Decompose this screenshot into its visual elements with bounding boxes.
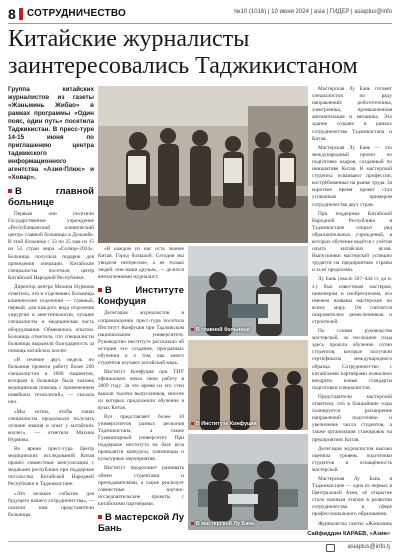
photo-hospital-2: [188, 246, 308, 336]
headline: Китайские журналисты заинтересовались Таджикистаном: [8, 26, 358, 79]
bullet-square-icon: [191, 522, 194, 525]
column-4: [312, 86, 392, 528]
paragraph: По словам руководства мастерской, за последние годы здесь прошли обучение сотни студентов, которые получили сертификаты международного образца. Сотрудничество с китайскими партнёрами позволило внедрить новые стандарты подготовки специалистов.: [312, 328, 392, 391]
column-2: [98, 246, 184, 532]
hospital-closeup-image: [188, 246, 308, 336]
page-number: 8: [8, 6, 16, 22]
paragraph: Лу Бань (около 507–444 гг. до н. э.) был известным мастером, инженером и изобретателем, его именем названы мастерские по всему миру. Он считается покровителем ремесленников и строителей.: [312, 276, 392, 325]
lead-paragraph: Группа китайских журналистов из газеты «Жэньминь Жибао» в рамках программы «Один пояс, один путь» посетила Таджикистан. В пресс-туре 14-15 июня по приглашению центра таджикского информационного агентства «Азия-Плюс» и «Ховар».: [8, 86, 94, 181]
paragraph: Вуз представляет более 10 университетов разных регионов Таджикистана, а также Гуманитарный университет. При поддержке института на базе вуза проводятся конкурсы, олимпиады и культурные мероприятия.: [98, 413, 184, 463]
subhead-confucius: В Институте Конфуция: [98, 285, 184, 307]
section-marker: [19, 8, 23, 20]
mail-icon: [326, 544, 335, 552]
subhead-workshop: В мастерской Лу Бань: [98, 512, 184, 532]
photo-confucius: [188, 340, 308, 430]
author-signature: Сайфиддин КАРАЕВ, «Азия»: [307, 531, 390, 537]
bullet-square-icon: [191, 422, 194, 425]
photo-workshop: [188, 434, 308, 530]
paragraph: При поддержке Китайской Народной Республики в Таджикистане открыт ряд образовательных учреждений, в которых обучение ведётся с учётом опыта китайских вузов. Выпускники мастерской успешно трудятся на предприятиях страны и за её пределами.: [312, 210, 392, 274]
paragraph: Во время пресс-тура Центр медицинских исследований Китая провёл совместные консультации с медиками республики при поддержке посольства Китайской Народной Республики в Таджикистане.: [8, 446, 94, 488]
column-1: [8, 86, 94, 532]
paragraph: Мастерская Лу Бань — это международный проект по подготовке кадров, созданный по инициативе Китая. В мастерской студенты осваивают профессии, востребованные на рынке труда. За короткое время проект стал успешным примером сотрудничества двух стран.: [312, 144, 392, 208]
paragraph: «Это великое событие для будущего нашего сотрудничества», — сказали нам представители больницы.: [8, 490, 94, 518]
header-rule: [8, 23, 392, 24]
paragraph: «В каждом из нас есть знание Китая. Город большой. Сегодня мы увидели интересное, а не только людей: они наши друзья», — делится впечатлениями журналист.: [98, 246, 184, 281]
footer-rule: [8, 541, 392, 542]
bullet-square-icon: [98, 288, 102, 292]
paragraph: Журналисты газеты «Жэньминь: [318, 520, 392, 527]
hospital-photo-image: [98, 86, 308, 243]
paragraph: Институт Конфуция при ТНУ официально начал свою работу в 2009 году. За это время из его стен вышли тысячи выпускников, многие из которых продолжили обучение в вузах Китая.: [98, 369, 184, 411]
workshop-photo-image: [188, 434, 308, 530]
paragraph: Директор центра Махина Нурмова отметила, что в отделениях больницы клинические отделения — главный, первый, для каждого вида отделения хирургии и анестезиологии, лучшие специалисты и медицинская часть оборудования. Обменялись опытом. Больница отметила, что специалисты больницы выразили благодарность за помощь китайских коллег.: [8, 283, 94, 354]
caption-confucius: В Институте Конфуция: [191, 421, 257, 427]
col1-body: [8, 211, 94, 519]
paragraph: Первым они посетили Государственное учреждение «Республиканский клинический центр» главной больницы в Душанбе. В этой больнице с 23 по 25 мая из 15 из 53 стран мира «Солнце-2024». Больница получила подарок для проведения операции. Китайские специалисты посетили центр Китайской Народной Республики.: [8, 211, 94, 281]
caption-workshop: В мастерской Лу Бань: [191, 521, 255, 527]
paragraph: Делегация журналистов высоко оценила уровень подготовки студентов и оснащённость мастерской.: [312, 445, 392, 473]
paragraph: Делегация журналистов в сопровождении пресс-тура посетила Институт Конфуция при Таджикском национальном университете. Руководство института рассказало об истории его создания, программах обучения и о том, как много студентов изучают китайский язык.: [98, 310, 184, 367]
subhead-hospital: В главной больнице: [8, 186, 94, 208]
paragraph: Мастерская Лу Бань в Таджикистане — одна из первых в Центральной Азии, её открытие стало важным этапом в развитии сотрудничества в сфере профессионального образования.: [312, 475, 392, 518]
paragraph: Институт продолжает развивать обмен студентами и преподавателями, а также реализует совместные научно-исследовательские проекты с китайскими партнёрами.: [98, 465, 184, 507]
bullet-square-icon: [98, 515, 102, 519]
paragraph: «В течение двух недель по больнице провели работу более 200 специалистов и 1000 пациентов, которым в больнице была оказана медицинская помощь с применением новейших технологий», — сказала она.: [8, 356, 94, 406]
confucius-photo-image: [188, 340, 308, 430]
bullet-square-icon: [8, 189, 12, 193]
photo-hospital: [98, 86, 308, 243]
issue-meta: №10 (1016) | 10 июня 2024 | asia | ГИДЕР | asiaplus@info: [234, 9, 392, 15]
bullet-square-icon: [191, 328, 194, 331]
section-title: СОТРУДНИЧЕСТВО: [27, 8, 126, 19]
paragraph: Мастерская Лу Бань готовит специалистов по ряду направлений: робототехника, электроника, промышленная автоматизация и механика. Это здание создано в рамках сотрудничества Таджикистана и Китая.: [312, 86, 392, 142]
paragraph: Представители мастерской отметили, что в ближайшие годы планируется расширение направлений подготовки и увеличение числа студентов, а также организация стажировок на предприятиях Китая.: [312, 393, 392, 443]
paragraph: «Мы хотим, чтобы наши специалисты продолжали получать лучшие знания и опыт у китайских коллег», — отметила Махина Нурмова.: [8, 408, 94, 443]
footer-email: asiaplus@info.tj: [347, 544, 390, 550]
caption-hospital: В главной больнице: [191, 327, 250, 333]
